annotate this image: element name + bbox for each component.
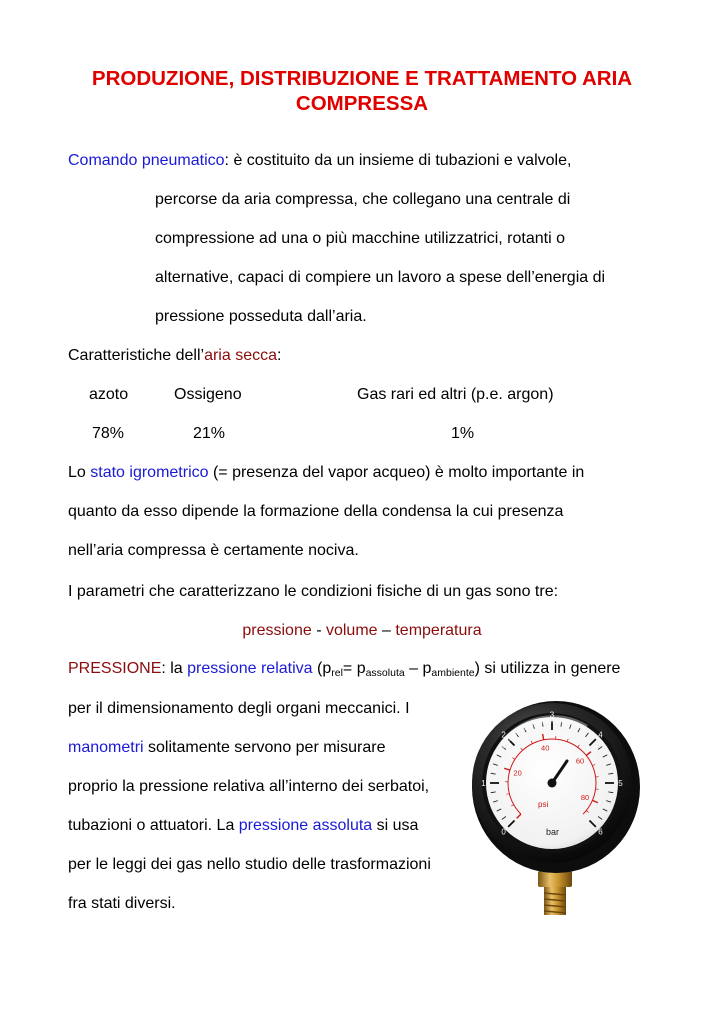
comando-line-5: pressione posseduta dall’aria. <box>155 308 367 325</box>
caratteristiche-prefix: Caratteristiche dell’ <box>68 347 205 364</box>
title-line-1: PRODUZIONE, DISTRIBUZIONE E TRATTAMENTO ARIA <box>91 67 633 90</box>
pressione-text-d: – p <box>404 660 432 677</box>
pressione-relativa-term: pressione relativa <box>187 660 313 677</box>
pressione-text-e: ) si utilizza in genere <box>474 660 621 677</box>
gauge-needle-hub <box>548 779 557 788</box>
comando-paragraph-line-1 <box>68 151 571 171</box>
subscript-rel: rel <box>331 667 343 679</box>
pressione-line-6: per le leggi dei gas nello studio delle trasformazioni <box>68 856 431 873</box>
gauge-psi-label: 20 <box>513 768 522 778</box>
parametri-list <box>0 621 724 641</box>
stato-prefix: Lo <box>68 464 91 481</box>
composition-value-ossigeno: 21% <box>193 425 226 442</box>
gauge-bar-label: 4 <box>598 730 603 740</box>
pressione-line-5b: si usa <box>372 817 419 834</box>
pressure-gauge-image <box>468 695 640 920</box>
caratteristiche-suffix: : <box>276 347 282 364</box>
param-pressione: pressione <box>242 622 312 639</box>
gauge-psi-label: 80 <box>580 793 590 803</box>
gauge-unit-psi: psi <box>538 800 549 809</box>
stato-rest: (= presenza del vapor acqueo) è molto importante in <box>208 464 585 481</box>
pressione-line-5a: tubazioni o attuatori. La <box>68 817 239 834</box>
comando-rest: : è costituito da un insieme di tubazioni e valvole, <box>224 152 572 169</box>
pressione-line-1 <box>68 659 620 680</box>
param-sep-2: – <box>377 622 396 639</box>
page-title <box>40 66 684 116</box>
pressione-line-7: fra stati diversi. <box>68 895 176 912</box>
stato-line-2: quanto da esso dipende la formazione della condensa la cui presenza <box>68 503 564 520</box>
stato-line-3: nell’aria compressa è certamente nociva. <box>68 542 359 559</box>
pressione-term: PRESSIONE <box>68 660 162 677</box>
comando-line-3: compressione ad una o più macchine utilizzatrici, rotanti o <box>155 230 565 247</box>
composition-value-azoto: 78% <box>92 425 125 442</box>
composition-value-gas-rari: 1% <box>451 425 475 442</box>
composition-header-azoto: azoto <box>89 386 129 403</box>
title-line-2: COMPRESSA <box>295 92 429 115</box>
composition-header-gas-rari: Gas rari ed altri (p.e. argon) <box>357 386 554 403</box>
aria-secca-term: aria secca <box>204 347 277 364</box>
pressione-line-3 <box>68 738 385 758</box>
pressione-line-4: proprio la pressione relativa all’interno dei serbatoi, <box>68 778 430 795</box>
gauge-unit-bar: bar <box>546 827 560 837</box>
subscript-ambiente: ambiente <box>431 667 475 679</box>
gauge-psi-label: 40 <box>541 743 550 753</box>
comando-line-4: alternative, capaci di compiere un lavoro a spese dell’energia di <box>155 269 606 286</box>
gauge-bar-label: 5 <box>618 779 623 788</box>
manometri-rest: solitamente servono per misurare <box>143 739 386 756</box>
gauge-bar-label: 1 <box>481 779 486 788</box>
comando-term: Comando pneumatico <box>68 152 225 169</box>
gauge-bar-label: 6 <box>598 827 603 837</box>
param-volume: volume <box>325 622 378 639</box>
pressione-text-a: : la <box>161 660 188 677</box>
gauge-bar-label: 2 <box>501 730 506 740</box>
caratteristiche-line <box>68 346 281 366</box>
param-sep-1: - <box>311 622 326 639</box>
pressione-assoluta-term: pressione assoluta <box>238 817 373 834</box>
pressione-text-c: = p <box>342 660 366 677</box>
composition-header-ossigeno: Ossigeno <box>174 386 242 403</box>
manometri-term: manometri <box>68 739 144 756</box>
pressione-line-2: per il dimensionamento degli organi meccanici. I <box>68 700 410 717</box>
stato-line-1 <box>68 463 584 483</box>
subscript-assoluta: assoluta <box>365 667 405 679</box>
comando-line-2: percorse da aria compressa, che collegano una centrale di <box>155 191 571 208</box>
parametri-line: I parametri che caratterizzano le condizioni fisiche di un gas sono tre: <box>68 583 559 600</box>
gauge-bar-label: 0 <box>501 827 506 837</box>
pressione-line-5 <box>68 816 418 836</box>
stato-igrometrico-term: stato igrometrico <box>90 464 209 481</box>
pressione-text-b: (p <box>312 660 332 677</box>
gauge-bar-label: 3 <box>549 710 555 720</box>
param-temperatura: temperatura <box>395 622 482 639</box>
gauge-psi-label: 60 <box>575 756 585 766</box>
